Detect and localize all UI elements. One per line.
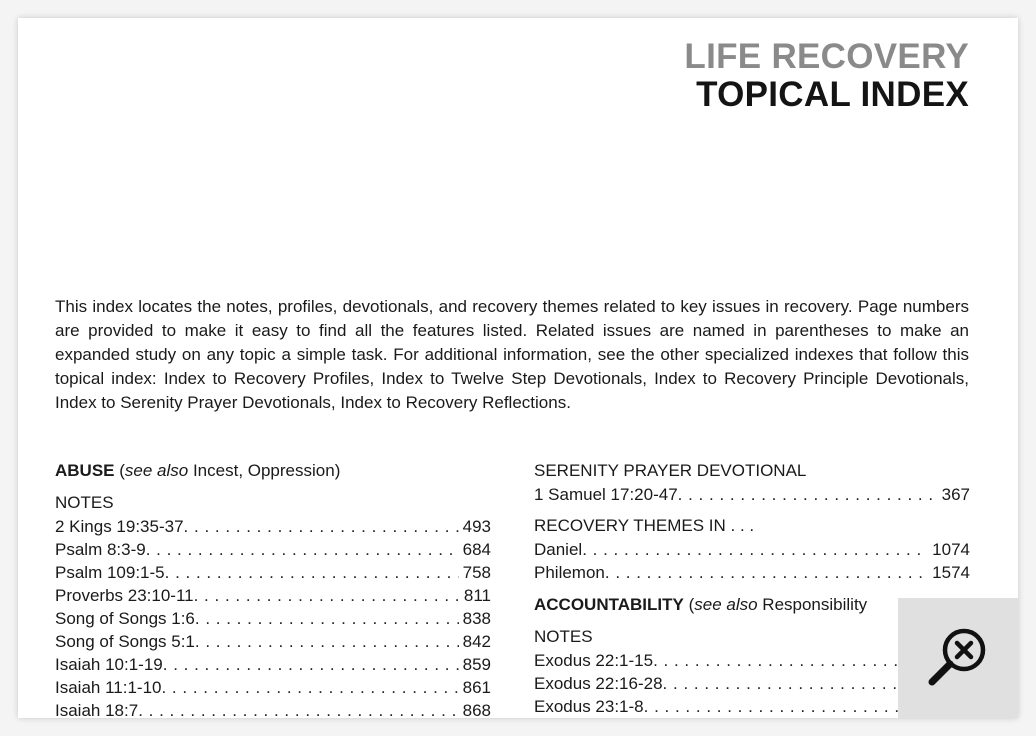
entry-reference: Song of Songs 1:6	[55, 609, 195, 628]
index-column-left	[55, 459, 491, 718]
entry-page: 838	[462, 609, 491, 628]
entry-reference: Exodus 22:1-15	[534, 651, 654, 670]
entry-reference: 1 Samuel 17:20-47	[534, 485, 678, 504]
entry-reference: Isaiah 10:1-19	[55, 655, 163, 674]
leader-dots	[194, 584, 460, 607]
entry-page: 367	[941, 485, 970, 504]
index-entry	[55, 676, 491, 699]
leader-dots	[184, 515, 459, 538]
index-entry	[55, 653, 491, 676]
entry-reference: Proverbs 23:10-11	[55, 586, 194, 605]
leader-dots	[605, 561, 928, 584]
index-entry	[534, 561, 970, 584]
entry-reference: Isaiah 18:7	[55, 701, 139, 718]
leader-dots	[163, 653, 459, 676]
see-also-label: see also	[694, 595, 758, 614]
entry-reference: Daniel	[534, 540, 583, 559]
section-label-serenity-prayer: SERENITY PRAYER DEVOTIONAL	[534, 461, 807, 480]
topic-keyword: ABUSE	[55, 461, 115, 480]
section-label-notes: NOTES	[534, 627, 593, 646]
topic-related: Responsibility	[757, 595, 868, 614]
leader-dots	[161, 676, 458, 699]
topic-paren-open: (	[114, 461, 125, 480]
entry-page: 684	[462, 540, 491, 559]
entry-reference: Psalm 109:1-5	[55, 563, 165, 582]
index-entry	[55, 561, 491, 584]
entry-page: 493	[462, 517, 491, 536]
entry-page: 1574	[932, 563, 970, 582]
section-label-recovery-themes: RECOVERY THEMES IN . . .	[534, 516, 755, 535]
leader-dots	[678, 483, 938, 506]
entry-reference: Exodus 23:1-8	[534, 697, 644, 716]
index-entry	[55, 515, 491, 538]
see-also-label: see also	[124, 461, 189, 480]
entry-reference: Exodus 22:16-28	[534, 674, 663, 693]
document-page	[18, 18, 1018, 718]
entry-reference: Psalm 8:3-9	[55, 540, 146, 559]
entry-reference: 2 Kings 19:35-37	[55, 517, 184, 536]
section-label-notes: NOTES	[55, 493, 114, 512]
leader-dots	[195, 607, 459, 630]
index-entry	[55, 584, 491, 607]
intro-paragraph: This index locates the notes, profiles, devotionals, and recovery themes related to key issues in recovery. Page numbers are provided to make it easy to find all the features listed. Related issues are named in parentheses to make an expanded study on any topic a simple task. For additional information, see the other specialized indexes that follow this topical index: Index to Recovery Profiles, Index to Twelve Step Devotionals, Index to Recovery Principle Devotionals, Index to Serenity Prayer Devotionals, Index to Recovery Reflections.	[55, 297, 969, 412]
index-entry	[55, 699, 491, 718]
entry-page: 811	[463, 586, 491, 605]
leader-dots	[138, 699, 458, 718]
entry-page: 861	[462, 678, 491, 697]
leader-dots	[195, 630, 459, 653]
index-entry	[534, 538, 970, 561]
entry-page: 842	[462, 632, 491, 651]
entry-page: 1074	[932, 540, 970, 559]
zoom-out-magnifier-icon	[922, 622, 994, 694]
topic-related: Incest, Oppression)	[188, 461, 341, 480]
entry-page: 758	[462, 563, 491, 582]
entry-page: 868	[462, 701, 491, 718]
entry-reference: Song of Songs 5:1	[55, 632, 195, 651]
topic-heading-abuse	[55, 459, 491, 483]
leader-dots	[146, 538, 459, 561]
page-title	[684, 38, 969, 114]
index-entry	[55, 538, 491, 561]
title-line-1: LIFE RECOVERY	[684, 37, 969, 76]
index-entry	[534, 483, 970, 506]
title-line-2: TOPICAL INDEX	[696, 75, 969, 114]
entry-page: 859	[462, 655, 491, 674]
entry-reference: Philemon	[534, 563, 605, 582]
index-entry	[55, 607, 491, 630]
leader-dots	[165, 561, 459, 584]
index-entry	[55, 630, 491, 653]
topic-keyword: ACCOUNTABILITY	[534, 595, 684, 614]
topic-paren-open: (	[683, 595, 695, 614]
zoom-out-button[interactable]	[898, 598, 1018, 718]
leader-dots	[582, 538, 928, 561]
entry-reference: Isaiah 11:1-10	[55, 678, 162, 697]
